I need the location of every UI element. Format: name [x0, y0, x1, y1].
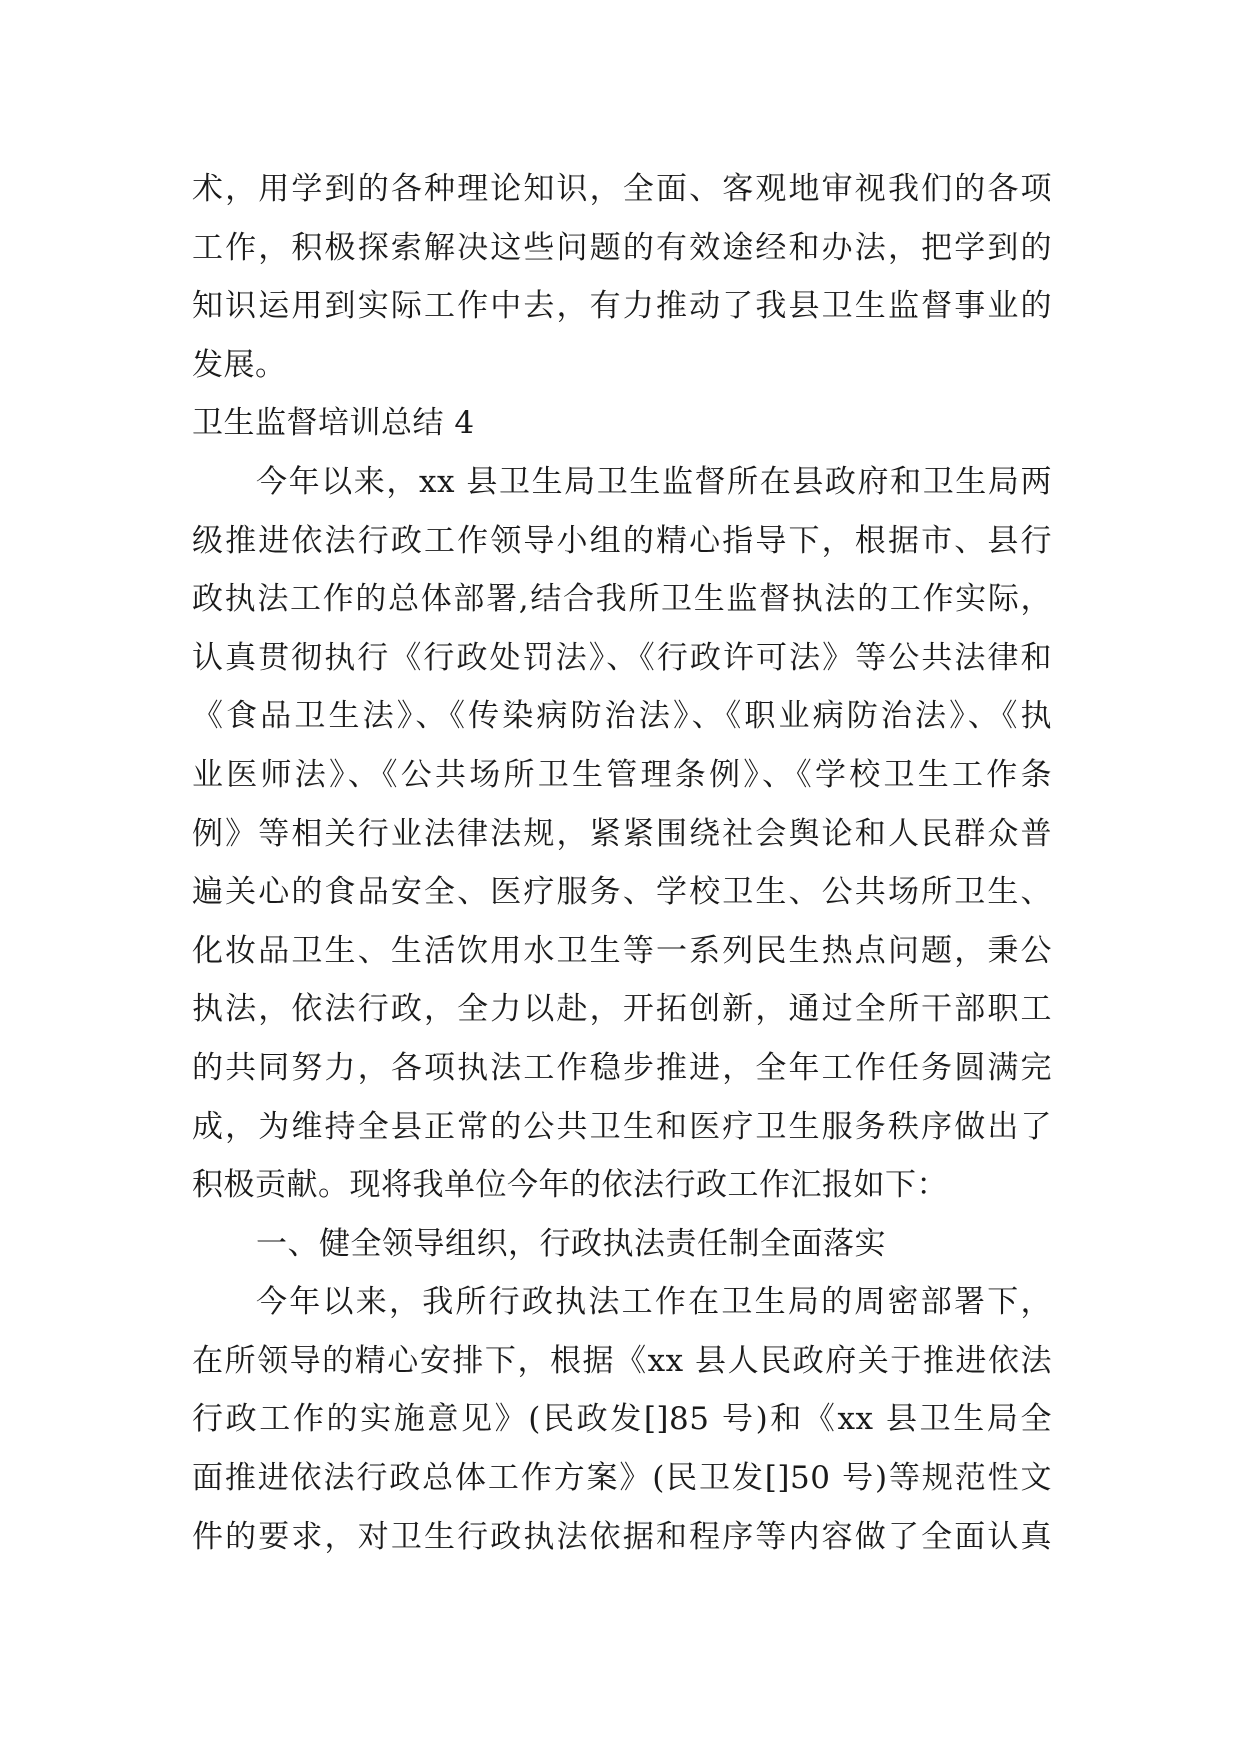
- text-line: 面推进依法行政总体工作方案》(民卫发[]50 号)等规范性文: [192, 1460, 1052, 1497]
- text-line: 遍关心的食品安全、医疗服务、学校卫生、公共场所卫生、: [192, 874, 1052, 911]
- text-line: 政执法工作的总体部署,结合我所卫生监督执法的工作实际，: [192, 581, 1052, 618]
- text-line: 今年以来，xx 县卫生局卫生监督所在县政府和卫生局两: [256, 463, 1052, 500]
- text-line: 级推进依法行政工作领导小组的精心指导下，根据市、县行: [192, 522, 1052, 559]
- text-line: 的共同努力，各项执法工作稳步推进，全年工作任务圆满完: [192, 1049, 1052, 1086]
- text-line: 在所领导的精心安排下，根据《xx 县人民政府关于推进依法: [192, 1342, 1052, 1379]
- text-line: 行政工作的实施意见》(民政发[]85 号)和《xx 县卫生局全: [192, 1401, 1052, 1438]
- text-line: 执法，依法行政，全力以赴，开拓创新，通过全所干部职工: [192, 991, 1052, 1028]
- text-line: 知识运用到实际工作中去，有力推动了我县卫生监督事业的: [192, 288, 1052, 325]
- subsection-heading: 一、健全领导组织，行政执法责任制全面落实: [256, 1225, 886, 1262]
- text-line: 《食品卫生法》、《传染病防治法》、《职业病防治法》、《执: [192, 698, 1052, 735]
- section-heading: 卫生监督培训总结 4: [192, 405, 475, 442]
- document-body: [192, 160, 1052, 1566]
- text-line: 术，用学到的各种理论知识，全面、客观地审视我们的各项: [192, 171, 1052, 207]
- text-line: 化妆品卫生、生活饮用水卫生等一系列民生热点问题，秉公: [192, 932, 1052, 969]
- text-line: 积极贡献。现将我单位今年的依法行政工作汇报如下：: [192, 1167, 948, 1204]
- text-line: 认真贯彻执行《行政处罚法》、《行政许可法》等公共法律和: [192, 639, 1052, 676]
- text-line: 今年以来，我所行政执法工作在卫生局的周密部署下，: [256, 1284, 1052, 1321]
- text-line: 发展。: [192, 346, 287, 383]
- text-line: 件的要求，对卫生行政执法依据和程序等内容做了全面认真: [192, 1518, 1052, 1555]
- text-line: 例》等相关行业法律法规，紧紧围绕社会舆论和人民群众普: [192, 815, 1052, 852]
- text-line: 工作，积极探索解决这些问题的有效途经和办法，把学到的: [192, 229, 1052, 266]
- text-line: 业医师法》、《公共场所卫生管理条例》、《学校卫生工作条: [192, 756, 1052, 793]
- text-line: 成，为维持全县正常的公共卫生和医疗卫生服务秩序做出了: [192, 1108, 1052, 1145]
